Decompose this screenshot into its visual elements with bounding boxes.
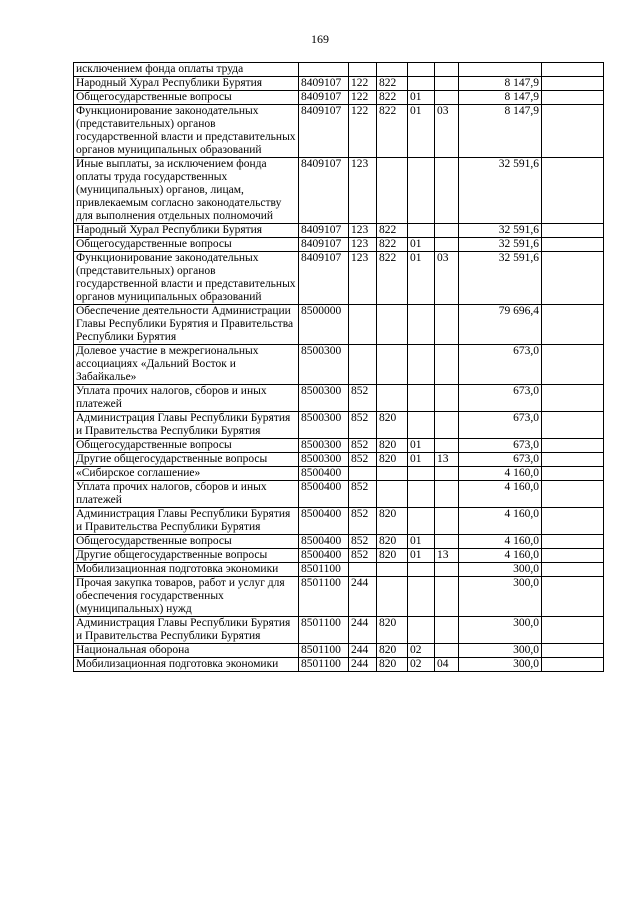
table-row [74, 658, 604, 672]
cell-administrator: 820 [377, 644, 408, 658]
cell-empty [542, 617, 604, 644]
cell-expense-type: 123 [349, 252, 377, 305]
cell-name: «Сибирское соглашение» [74, 467, 299, 481]
cell-amount: 673,0 [459, 412, 542, 439]
cell-expense-type: 244 [349, 617, 377, 644]
cell-expense-type: 852 [349, 412, 377, 439]
cell-expense-type: 852 [349, 439, 377, 453]
cell-name: Общегосударственные вопросы [74, 439, 299, 453]
cell-amount: 8 147,9 [459, 105, 542, 158]
cell-administrator: 820 [377, 412, 408, 439]
table-row [74, 77, 604, 91]
cell-administrator: 820 [377, 549, 408, 563]
cell-administrator: 820 [377, 617, 408, 644]
cell-expense-type: 852 [349, 535, 377, 549]
cell-subsection [435, 77, 459, 91]
cell-amount [459, 63, 542, 77]
cell-amount: 300,0 [459, 644, 542, 658]
cell-target-article: 8409107 [299, 91, 349, 105]
table-row [74, 467, 604, 481]
cell-administrator: 820 [377, 508, 408, 535]
cell-target-article: 8500400 [299, 467, 349, 481]
cell-empty [542, 63, 604, 77]
cell-subsection [435, 439, 459, 453]
cell-section: 01 [408, 252, 435, 305]
cell-administrator [377, 158, 408, 224]
cell-target-article: 8500000 [299, 305, 349, 345]
cell-administrator: 820 [377, 535, 408, 549]
cell-amount: 673,0 [459, 385, 542, 412]
cell-empty [542, 105, 604, 158]
table-row [74, 91, 604, 105]
cell-empty [542, 508, 604, 535]
cell-subsection [435, 345, 459, 385]
cell-name: Народный Хурал Республики Бурятия [74, 77, 299, 91]
cell-administrator: 820 [377, 658, 408, 672]
cell-expense-type: 122 [349, 105, 377, 158]
cell-amount: 32 591,6 [459, 252, 542, 305]
cell-empty [542, 238, 604, 252]
cell-administrator: 822 [377, 105, 408, 158]
table-row [74, 563, 604, 577]
cell-target-article: 8500300 [299, 439, 349, 453]
cell-subsection [435, 508, 459, 535]
cell-name: Мобилизационная подготовка экономики [74, 658, 299, 672]
cell-amount: 4 160,0 [459, 481, 542, 508]
cell-name: Прочая закупка товаров, работ и услуг для обеспечения государственных (муниципальных) нужд [74, 577, 299, 617]
cell-empty [542, 412, 604, 439]
table-row [74, 412, 604, 439]
cell-name: Уплата прочих налогов, сборов и иных платежей [74, 481, 299, 508]
cell-subsection [435, 158, 459, 224]
cell-subsection: 13 [435, 549, 459, 563]
cell-amount: 4 160,0 [459, 549, 542, 563]
cell-name: Обеспечение деятельности Администрации Главы Республики Бурятия и Правительства Республики Бурятия [74, 305, 299, 345]
cell-subsection [435, 305, 459, 345]
cell-target-article: 8500400 [299, 549, 349, 563]
cell-expense-type: 852 [349, 508, 377, 535]
cell-name: Национальная оборона [74, 644, 299, 658]
cell-target-article: 8500300 [299, 453, 349, 467]
cell-section [408, 617, 435, 644]
cell-target-article: 8409107 [299, 77, 349, 91]
table-row [74, 385, 604, 412]
cell-section [408, 508, 435, 535]
cell-subsection [435, 644, 459, 658]
cell-section [408, 63, 435, 77]
cell-expense-type: 123 [349, 238, 377, 252]
cell-empty [542, 305, 604, 345]
cell-amount: 32 591,6 [459, 238, 542, 252]
cell-section: 01 [408, 535, 435, 549]
table-row [74, 439, 604, 453]
cell-subsection [435, 563, 459, 577]
cell-amount: 300,0 [459, 563, 542, 577]
cell-section [408, 577, 435, 617]
cell-target-article: 8409107 [299, 238, 349, 252]
cell-name: Функционирование законодательных (представительных) органов государственной власти и представительных органов муниципальных образований [74, 252, 299, 305]
cell-target-article: 8409107 [299, 224, 349, 238]
cell-subsection [435, 91, 459, 105]
cell-name: Мобилизационная подготовка экономики [74, 563, 299, 577]
cell-name: Администрация Главы Республики Бурятия и Правительства Республики Бурятия [74, 412, 299, 439]
table-row [74, 549, 604, 563]
cell-section [408, 305, 435, 345]
cell-subsection [435, 412, 459, 439]
budget-table-body [74, 63, 604, 672]
cell-administrator: 822 [377, 252, 408, 305]
cell-section: 01 [408, 453, 435, 467]
page-number: 169 [311, 32, 329, 46]
cell-empty [542, 385, 604, 412]
cell-target-article: 8409107 [299, 252, 349, 305]
cell-amount: 673,0 [459, 453, 542, 467]
cell-administrator [377, 345, 408, 385]
cell-name: Уплата прочих налогов, сборов и иных платежей [74, 385, 299, 412]
cell-expense-type: 244 [349, 658, 377, 672]
table-row [74, 508, 604, 535]
cell-empty [542, 439, 604, 453]
cell-section [408, 224, 435, 238]
cell-amount: 4 160,0 [459, 467, 542, 481]
table-row [74, 238, 604, 252]
cell-administrator: 822 [377, 238, 408, 252]
cell-expense-type: 122 [349, 77, 377, 91]
cell-expense-type: 852 [349, 481, 377, 508]
cell-subsection [435, 238, 459, 252]
cell-name: Другие общегосударственные вопросы [74, 453, 299, 467]
cell-empty [542, 563, 604, 577]
cell-name: Общегосударственные вопросы [74, 91, 299, 105]
cell-administrator [377, 481, 408, 508]
cell-empty [542, 535, 604, 549]
cell-amount: 8 147,9 [459, 91, 542, 105]
cell-target-article: 8500300 [299, 345, 349, 385]
cell-amount: 673,0 [459, 439, 542, 453]
cell-administrator [377, 305, 408, 345]
cell-empty [542, 481, 604, 508]
table-row [74, 105, 604, 158]
cell-amount: 300,0 [459, 617, 542, 644]
cell-name: Общегосударственные вопросы [74, 535, 299, 549]
cell-name: Администрация Главы Республики Бурятия и Правительства Республики Бурятия [74, 617, 299, 644]
cell-target-article: 8500300 [299, 412, 349, 439]
cell-empty [542, 158, 604, 224]
table-row [74, 577, 604, 617]
cell-section: 02 [408, 658, 435, 672]
cell-amount: 300,0 [459, 658, 542, 672]
cell-expense-type [349, 563, 377, 577]
cell-subsection [435, 535, 459, 549]
cell-target-article: 8500400 [299, 535, 349, 549]
cell-expense-type [349, 305, 377, 345]
cell-amount: 673,0 [459, 345, 542, 385]
cell-empty [542, 577, 604, 617]
cell-administrator [377, 563, 408, 577]
cell-expense-type: 123 [349, 158, 377, 224]
cell-section: 01 [408, 238, 435, 252]
table-row [74, 252, 604, 305]
cell-expense-type: 852 [349, 385, 377, 412]
cell-subsection [435, 481, 459, 508]
cell-target-article: 8500400 [299, 508, 349, 535]
cell-section [408, 345, 435, 385]
cell-amount: 300,0 [459, 577, 542, 617]
cell-administrator: 820 [377, 453, 408, 467]
cell-subsection [435, 577, 459, 617]
cell-name: Народный Хурал Республики Бурятия [74, 224, 299, 238]
cell-expense-type [349, 63, 377, 77]
cell-empty [542, 91, 604, 105]
cell-section [408, 158, 435, 224]
cell-target-article: 8500300 [299, 385, 349, 412]
cell-empty [542, 252, 604, 305]
cell-expense-type: 122 [349, 91, 377, 105]
table-row [74, 345, 604, 385]
cell-subsection: 13 [435, 453, 459, 467]
cell-expense-type: 244 [349, 577, 377, 617]
cell-administrator [377, 385, 408, 412]
cell-empty [542, 644, 604, 658]
cell-section: 02 [408, 644, 435, 658]
cell-empty [542, 467, 604, 481]
cell-section [408, 563, 435, 577]
cell-expense-type [349, 467, 377, 481]
cell-target-article: 8501100 [299, 658, 349, 672]
cell-empty [542, 453, 604, 467]
cell-subsection [435, 467, 459, 481]
cell-target-article: 8501100 [299, 577, 349, 617]
cell-target-article: 8501100 [299, 617, 349, 644]
cell-target-article: 8409107 [299, 105, 349, 158]
cell-name: Другие общегосударственные вопросы [74, 549, 299, 563]
cell-administrator: 822 [377, 224, 408, 238]
table-row [74, 305, 604, 345]
cell-section [408, 77, 435, 91]
cell-expense-type [349, 345, 377, 385]
cell-amount: 4 160,0 [459, 508, 542, 535]
table-row [74, 535, 604, 549]
budget-table [73, 62, 604, 672]
cell-section [408, 412, 435, 439]
cell-name: Администрация Главы Республики Бурятия и Правительства Республики Бурятия [74, 508, 299, 535]
cell-administrator [377, 63, 408, 77]
cell-amount: 32 591,6 [459, 158, 542, 224]
cell-section: 01 [408, 549, 435, 563]
table-row [74, 481, 604, 508]
cell-name: Функционирование законодательных (представительных) органов государственной власти и представительных органов муниципальных образований [74, 105, 299, 158]
cell-name: Иные выплаты, за исключением фонда оплаты труда государственных (муниципальных) органов, лицам, привлекаемым согласно законодательству для выполнения отдельных полномочий [74, 158, 299, 224]
cell-amount: 8 147,9 [459, 77, 542, 91]
cell-target-article: 8500400 [299, 481, 349, 508]
cell-empty [542, 345, 604, 385]
table-row [74, 158, 604, 224]
cell-administrator: 822 [377, 77, 408, 91]
cell-section [408, 467, 435, 481]
cell-expense-type: 244 [349, 644, 377, 658]
cell-target-article [299, 63, 349, 77]
cell-section: 01 [408, 91, 435, 105]
cell-name: Долевое участие в межрегиональных ассоциациях «Дальний Восток и Забайкалье» [74, 345, 299, 385]
table-row [74, 617, 604, 644]
cell-subsection [435, 63, 459, 77]
cell-amount: 32 591,6 [459, 224, 542, 238]
cell-subsection [435, 224, 459, 238]
cell-subsection [435, 617, 459, 644]
cell-empty [542, 549, 604, 563]
cell-section [408, 385, 435, 412]
cell-empty [542, 77, 604, 91]
cell-subsection: 03 [435, 105, 459, 158]
cell-empty [542, 658, 604, 672]
cell-amount: 4 160,0 [459, 535, 542, 549]
cell-subsection: 03 [435, 252, 459, 305]
cell-name: исключением фонда оплаты труда [74, 63, 299, 77]
cell-target-article: 8501100 [299, 644, 349, 658]
cell-section: 01 [408, 439, 435, 453]
cell-expense-type: 852 [349, 453, 377, 467]
table-row [74, 644, 604, 658]
cell-name: Общегосударственные вопросы [74, 238, 299, 252]
cell-expense-type: 852 [349, 549, 377, 563]
cell-section [408, 481, 435, 508]
cell-administrator: 822 [377, 91, 408, 105]
cell-amount: 79 696,4 [459, 305, 542, 345]
cell-subsection: 04 [435, 658, 459, 672]
table-row [74, 224, 604, 238]
table-row [74, 453, 604, 467]
cell-empty [542, 224, 604, 238]
cell-subsection [435, 385, 459, 412]
cell-administrator [377, 577, 408, 617]
cell-expense-type: 123 [349, 224, 377, 238]
cell-target-article: 8501100 [299, 563, 349, 577]
cell-administrator [377, 467, 408, 481]
cell-administrator: 820 [377, 439, 408, 453]
cell-target-article: 8409107 [299, 158, 349, 224]
table-row [74, 63, 604, 77]
cell-section: 01 [408, 105, 435, 158]
